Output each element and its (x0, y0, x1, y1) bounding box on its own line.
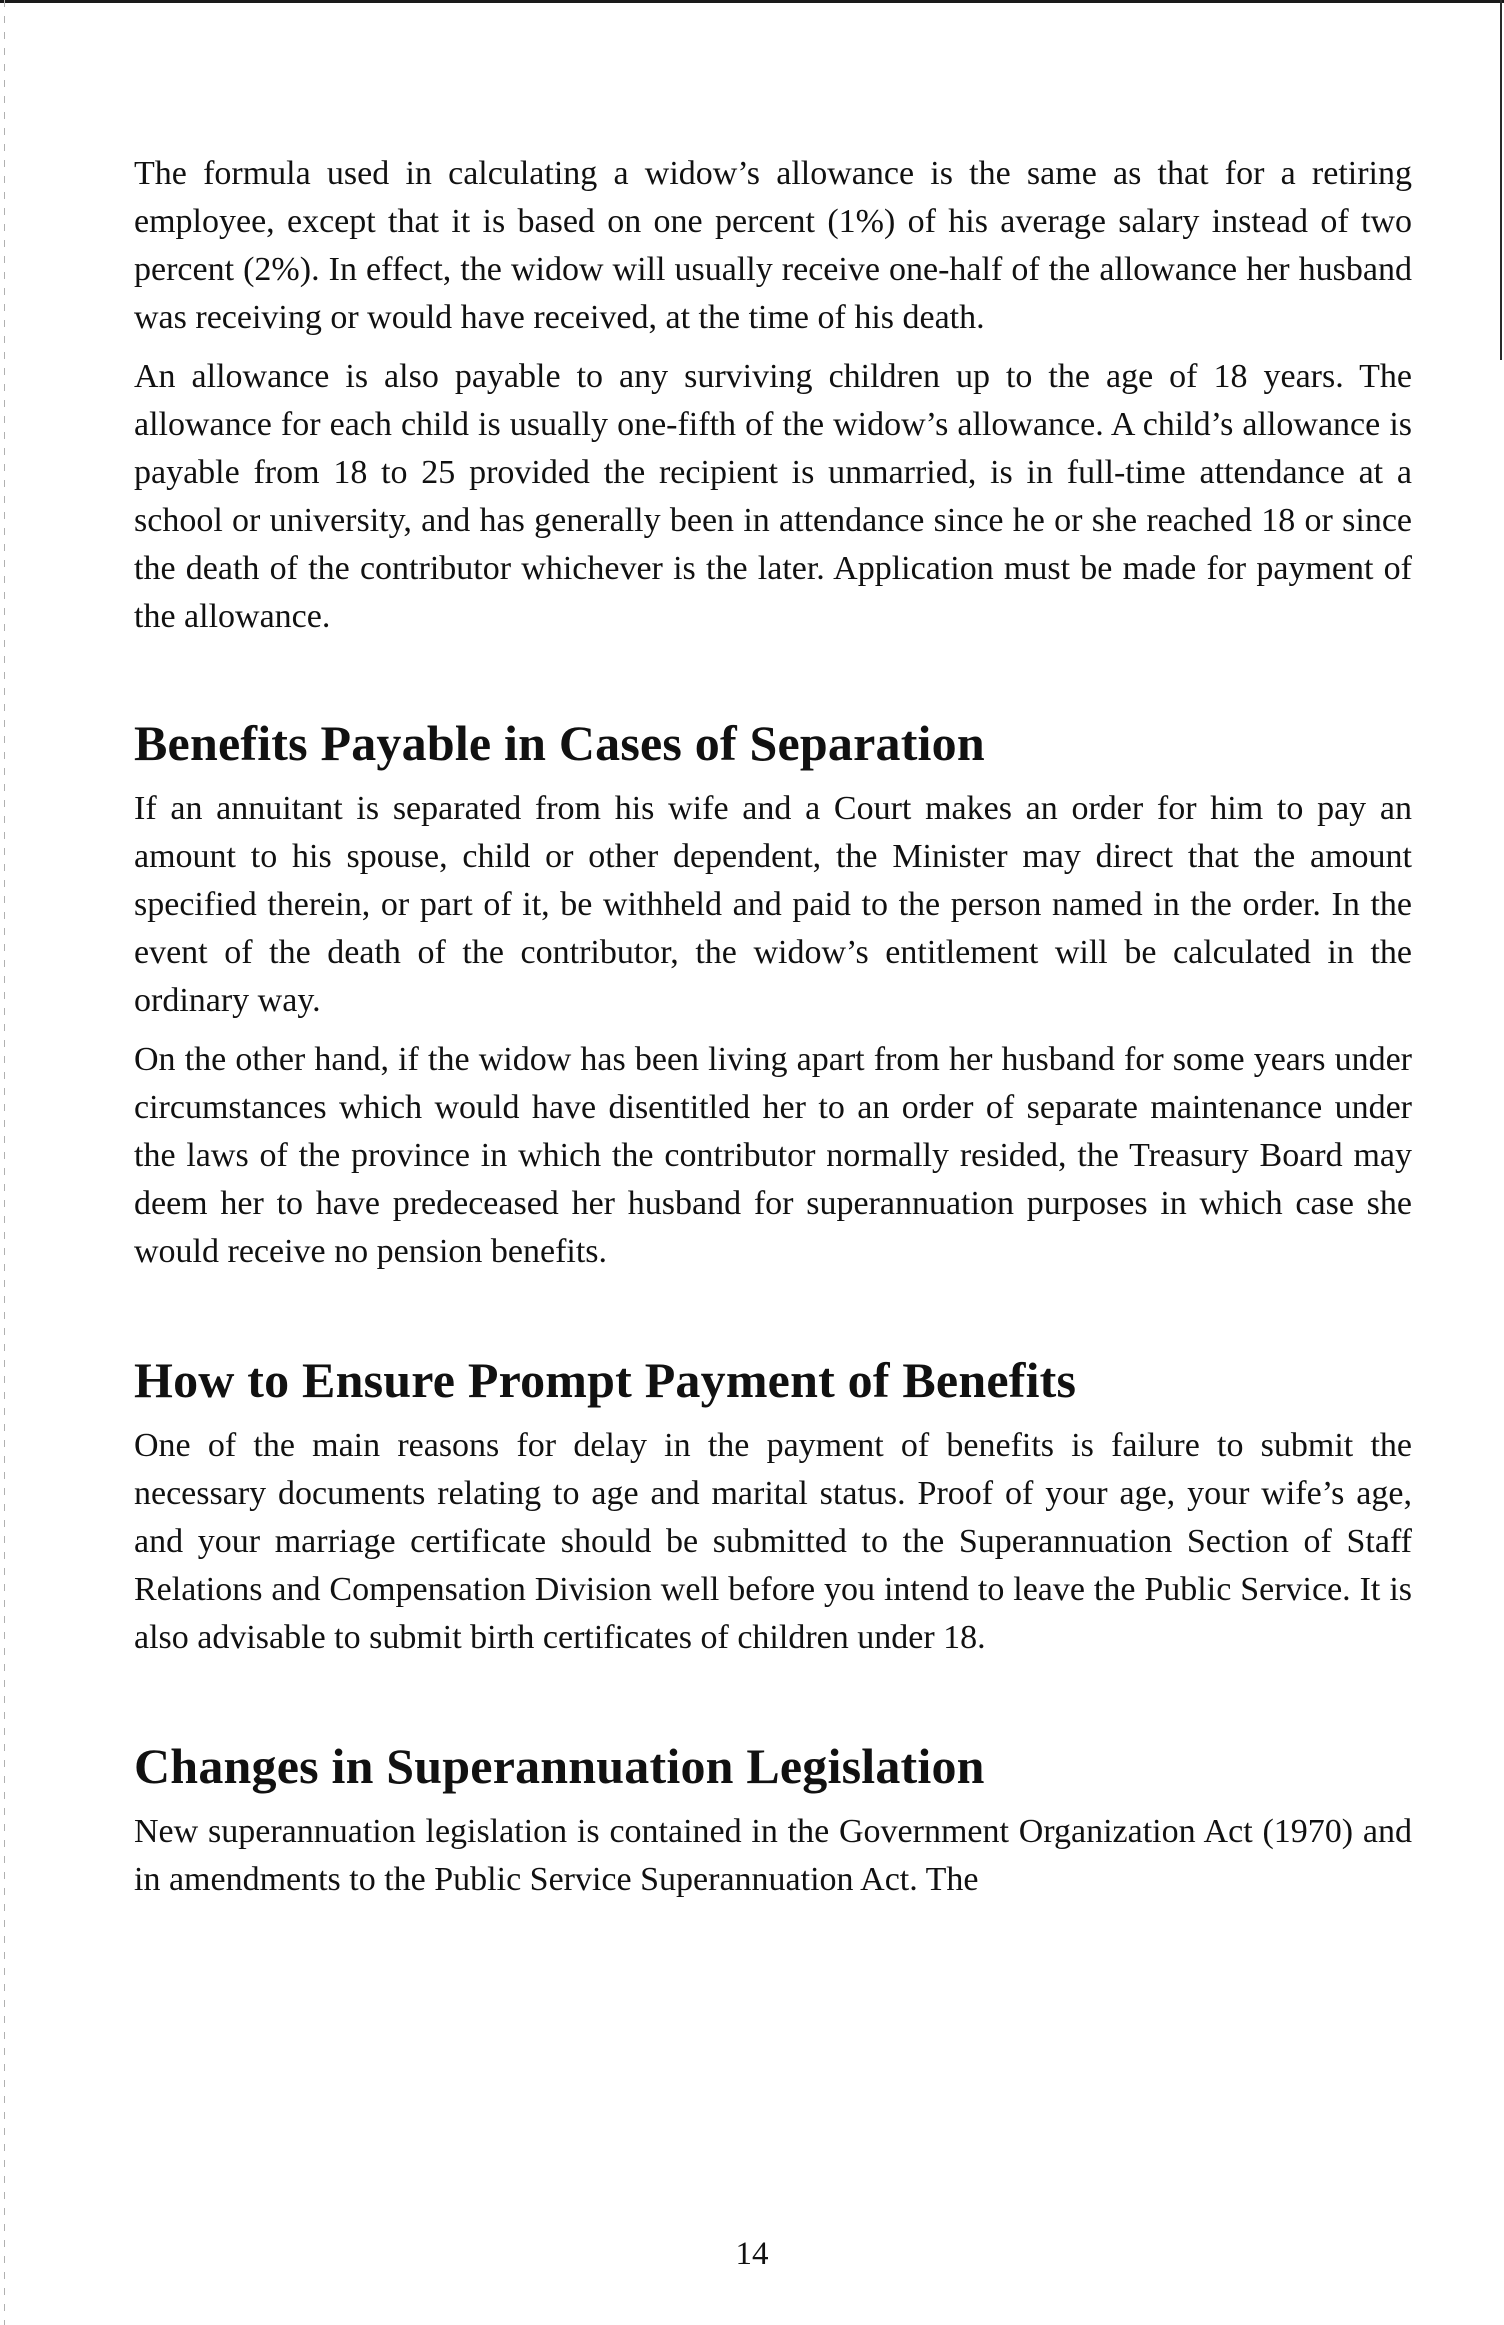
right-border-line (1500, 0, 1502, 360)
intro-paragraph-widow-formula: The formula used in calculating a widow’s allowance is the same as that for a retiring employee, except that it is based on one percent (1%) of his average salary instead of two percent (2%). In effect, the widow will usually receive one-half of the allowance her husband was receiving or would have received, at the time of his death. (134, 155, 1412, 336)
top-border-line (0, 0, 1504, 3)
section-heading-legislation-changes: Changes in Superannuation Legislation (134, 1738, 985, 1794)
section-heading-prompt-payment: How to Ensure Prompt Payment of Benefits (134, 1352, 1077, 1408)
left-scan-edge (4, 0, 5, 2325)
page-number: 14 (735, 2236, 769, 2272)
document-page (134, 150, 1412, 1904)
intro-paragraph-children-allowance: An allowance is also payable to any surviving children up to the age of 18 years. The allowance for each child is usually one-fifth of the widow’s allowance. A child’s allowance is payable from 18 to 25 provided the recipient is unmarried, is in full-time attendance at a school or university, and has generally been in attendance since he or she reached 18 or since the death of the contributor whichever is the later. Application must be made for payment of the allowance. (134, 358, 1412, 635)
section-heading-separation: Benefits Payable in Cases of Separation (134, 715, 985, 771)
separation-paragraph-living-apart: On the other hand, if the widow has been living apart from her husband for some years under circumstances which would have disentitled her to an order of separate maintenance under the laws of the province in which the contributor normally resided, the Treasury Board may deem her to have predeceased her husband for superannuation purposes in which case she would receive no pension benefits. (134, 1041, 1412, 1270)
separation-paragraph-court-order: If an annuitant is separated from his wife and a Court makes an order for him to pay an amount to his spouse, child or other dependent, the Minister may direct that the amount specified therein, or part of it, be withheld and paid to the person named in the order. In the event of the death of the contributor, the widow’s entitlement will be calculated in the ordinary way. (134, 790, 1412, 1019)
changes-paragraph: New superannuation legislation is contained in the Government Organization Act (1970) and in amendments to the Public Service Superannuation Act. The (134, 1813, 1412, 1898)
prompt-payment-paragraph: One of the main reasons for delay in the payment of benefits is failure to submit the necessary documents relating to age and marital status. Proof of your age, your wife’s age, and your marriage certificate should be submitted to the Superannuation Section of Staff Relations and Compensation Division well before you intend to leave the Public Service. It is also advisable to submit birth certificates of children under 18. (134, 1427, 1412, 1656)
